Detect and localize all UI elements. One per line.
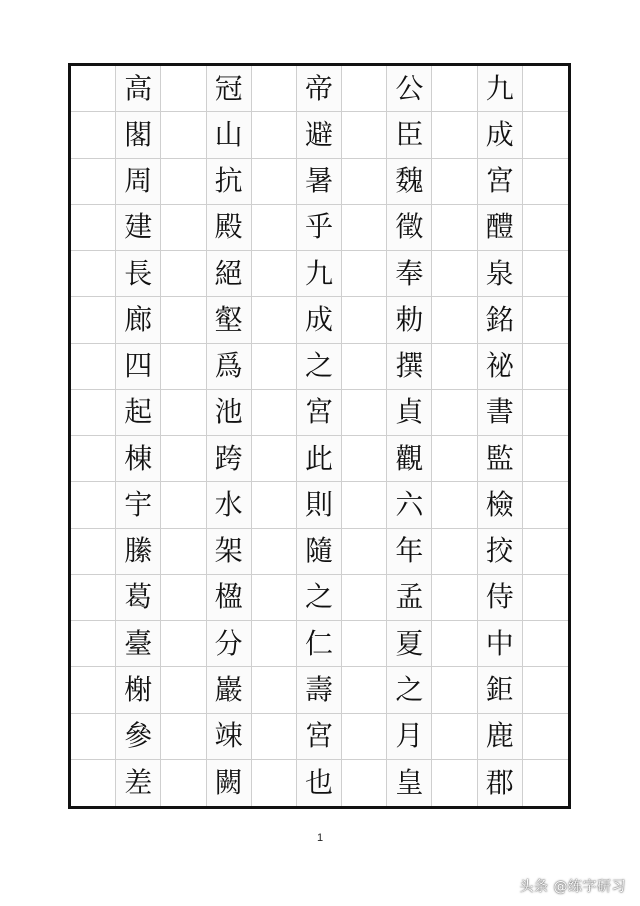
practice-cell	[523, 205, 568, 251]
char-cell: 建	[116, 205, 161, 251]
practice-cell	[252, 575, 297, 621]
practice-cell	[161, 714, 206, 760]
practice-cell	[161, 205, 206, 251]
char-cell: 縢	[116, 529, 161, 575]
char-cell: 楹	[207, 575, 252, 621]
char-cell: 棟	[116, 436, 161, 482]
practice-cell	[432, 390, 477, 436]
char-cell: 檢	[478, 482, 523, 528]
char-cell: 分	[207, 621, 252, 667]
practice-cell	[432, 621, 477, 667]
char-cell: 成	[478, 112, 523, 158]
practice-cell	[432, 575, 477, 621]
char-cell: 差	[116, 760, 161, 806]
practice-cell	[342, 344, 387, 390]
practice-cell	[252, 621, 297, 667]
practice-cell	[432, 66, 477, 112]
practice-cell	[342, 714, 387, 760]
practice-cell	[71, 575, 116, 621]
practice-cell	[432, 344, 477, 390]
char-cell: 仁	[297, 621, 342, 667]
char-cell: 起	[116, 390, 161, 436]
practice-cell	[71, 621, 116, 667]
char-cell: 銘	[478, 297, 523, 343]
char-cell: 鹿	[478, 714, 523, 760]
page-number: 1	[316, 832, 324, 844]
char-cell: 祕	[478, 344, 523, 390]
practice-cell	[71, 482, 116, 528]
char-cell: 醴	[478, 205, 523, 251]
practice-cell	[161, 482, 206, 528]
practice-cell	[432, 159, 477, 205]
char-cell: 徵	[387, 205, 432, 251]
practice-cell	[342, 667, 387, 713]
char-cell: 奉	[387, 251, 432, 297]
practice-cell	[252, 667, 297, 713]
practice-cell	[342, 251, 387, 297]
char-cell: 暑	[297, 159, 342, 205]
practice-cell	[71, 529, 116, 575]
char-cell: 臺	[116, 621, 161, 667]
practice-cell	[252, 297, 297, 343]
practice-cell	[523, 714, 568, 760]
char-cell: 則	[297, 482, 342, 528]
practice-cell	[342, 297, 387, 343]
char-cell: 夏	[387, 621, 432, 667]
char-cell: 宮	[297, 390, 342, 436]
practice-cell	[432, 529, 477, 575]
char-cell: 葛	[116, 575, 161, 621]
practice-cell	[523, 436, 568, 482]
practice-cell	[252, 390, 297, 436]
practice-cell	[252, 529, 297, 575]
practice-cell	[432, 205, 477, 251]
practice-cell	[252, 66, 297, 112]
practice-cell	[342, 390, 387, 436]
char-cell: 四	[116, 344, 161, 390]
watermark: 头条 @练字研习	[519, 879, 626, 895]
char-cell: 池	[207, 390, 252, 436]
practice-cell	[523, 66, 568, 112]
practice-cell	[71, 390, 116, 436]
practice-cell	[432, 714, 477, 760]
char-cell: 撰	[387, 344, 432, 390]
char-cell: 之	[297, 344, 342, 390]
char-cell: 侍	[478, 575, 523, 621]
practice-cell	[342, 66, 387, 112]
practice-cell	[252, 251, 297, 297]
char-cell: 郡	[478, 760, 523, 806]
practice-cell	[161, 575, 206, 621]
practice-cell	[432, 251, 477, 297]
practice-cell	[432, 760, 477, 806]
char-cell: 宇	[116, 482, 161, 528]
char-cell: 隨	[297, 529, 342, 575]
practice-cell	[432, 297, 477, 343]
practice-cell	[523, 575, 568, 621]
practice-cell	[161, 112, 206, 158]
char-cell: 絕	[207, 251, 252, 297]
practice-cell	[71, 760, 116, 806]
practice-cell	[252, 714, 297, 760]
char-cell: 爲	[207, 344, 252, 390]
practice-cell	[252, 159, 297, 205]
practice-cell	[161, 621, 206, 667]
char-cell: 山	[207, 112, 252, 158]
practice-cell	[523, 159, 568, 205]
practice-cell	[252, 436, 297, 482]
practice-cell	[161, 297, 206, 343]
char-cell: 月	[387, 714, 432, 760]
char-cell: 也	[297, 760, 342, 806]
practice-cell	[161, 344, 206, 390]
char-cell: 架	[207, 529, 252, 575]
char-cell: 九	[478, 66, 523, 112]
practice-cell	[342, 159, 387, 205]
char-cell: 避	[297, 112, 342, 158]
char-cell: 竦	[207, 714, 252, 760]
practice-cell	[523, 482, 568, 528]
char-cell: 孟	[387, 575, 432, 621]
practice-cell	[161, 667, 206, 713]
practice-cell	[71, 159, 116, 205]
practice-cell	[71, 344, 116, 390]
character-grid	[71, 66, 568, 806]
practice-cell	[523, 667, 568, 713]
char-cell: 公	[387, 66, 432, 112]
practice-cell	[432, 112, 477, 158]
practice-cell	[342, 482, 387, 528]
practice-cell	[523, 112, 568, 158]
practice-cell	[161, 436, 206, 482]
practice-cell	[342, 112, 387, 158]
practice-cell	[252, 205, 297, 251]
practice-cell	[342, 529, 387, 575]
char-cell: 勅	[387, 297, 432, 343]
char-cell: 年	[387, 529, 432, 575]
practice-cell	[161, 529, 206, 575]
practice-cell	[161, 390, 206, 436]
practice-cell	[342, 436, 387, 482]
practice-cell	[432, 482, 477, 528]
practice-cell	[432, 667, 477, 713]
practice-cell	[523, 297, 568, 343]
char-cell: 之	[387, 667, 432, 713]
char-cell: 九	[297, 251, 342, 297]
char-cell: 成	[297, 297, 342, 343]
char-cell: 魏	[387, 159, 432, 205]
char-cell: 貞	[387, 390, 432, 436]
char-cell: 六	[387, 482, 432, 528]
char-cell: 殿	[207, 205, 252, 251]
practice-cell	[161, 251, 206, 297]
char-cell: 跨	[207, 436, 252, 482]
char-cell: 泉	[478, 251, 523, 297]
char-cell: 鉅	[478, 667, 523, 713]
char-cell: 周	[116, 159, 161, 205]
practice-cell	[523, 621, 568, 667]
char-cell: 壽	[297, 667, 342, 713]
char-cell: 宮	[478, 159, 523, 205]
practice-cell	[342, 760, 387, 806]
practice-cell	[71, 297, 116, 343]
practice-cell	[252, 112, 297, 158]
char-cell: 壑	[207, 297, 252, 343]
char-cell: 闕	[207, 760, 252, 806]
practice-cell	[523, 529, 568, 575]
practice-cell	[161, 159, 206, 205]
char-cell: 觀	[387, 436, 432, 482]
char-cell: 閣	[116, 112, 161, 158]
practice-cell	[252, 760, 297, 806]
practice-cell	[523, 390, 568, 436]
practice-cell	[71, 205, 116, 251]
char-cell: 廊	[116, 297, 161, 343]
char-cell: 此	[297, 436, 342, 482]
practice-sheet	[68, 63, 571, 809]
char-cell: 巖	[207, 667, 252, 713]
practice-cell	[71, 66, 116, 112]
char-cell: 參	[116, 714, 161, 760]
practice-cell	[432, 436, 477, 482]
practice-cell	[71, 436, 116, 482]
practice-cell	[523, 251, 568, 297]
char-cell: 長	[116, 251, 161, 297]
char-cell: 挍	[478, 529, 523, 575]
practice-cell	[71, 714, 116, 760]
char-cell: 帝	[297, 66, 342, 112]
practice-cell	[342, 621, 387, 667]
char-cell: 中	[478, 621, 523, 667]
practice-cell	[523, 344, 568, 390]
char-cell: 抗	[207, 159, 252, 205]
char-cell: 臣	[387, 112, 432, 158]
char-cell: 水	[207, 482, 252, 528]
practice-cell	[161, 66, 206, 112]
practice-cell	[252, 344, 297, 390]
char-cell: 書	[478, 390, 523, 436]
practice-cell	[71, 667, 116, 713]
practice-cell	[342, 205, 387, 251]
practice-cell	[161, 760, 206, 806]
practice-cell	[342, 575, 387, 621]
char-cell: 乎	[297, 205, 342, 251]
practice-cell	[71, 251, 116, 297]
char-cell: 之	[297, 575, 342, 621]
char-cell: 高	[116, 66, 161, 112]
char-cell: 監	[478, 436, 523, 482]
char-cell: 宮	[297, 714, 342, 760]
char-cell: 冠	[207, 66, 252, 112]
practice-cell	[252, 482, 297, 528]
practice-cell	[523, 760, 568, 806]
char-cell: 榭	[116, 667, 161, 713]
practice-cell	[71, 112, 116, 158]
char-cell: 皇	[387, 760, 432, 806]
